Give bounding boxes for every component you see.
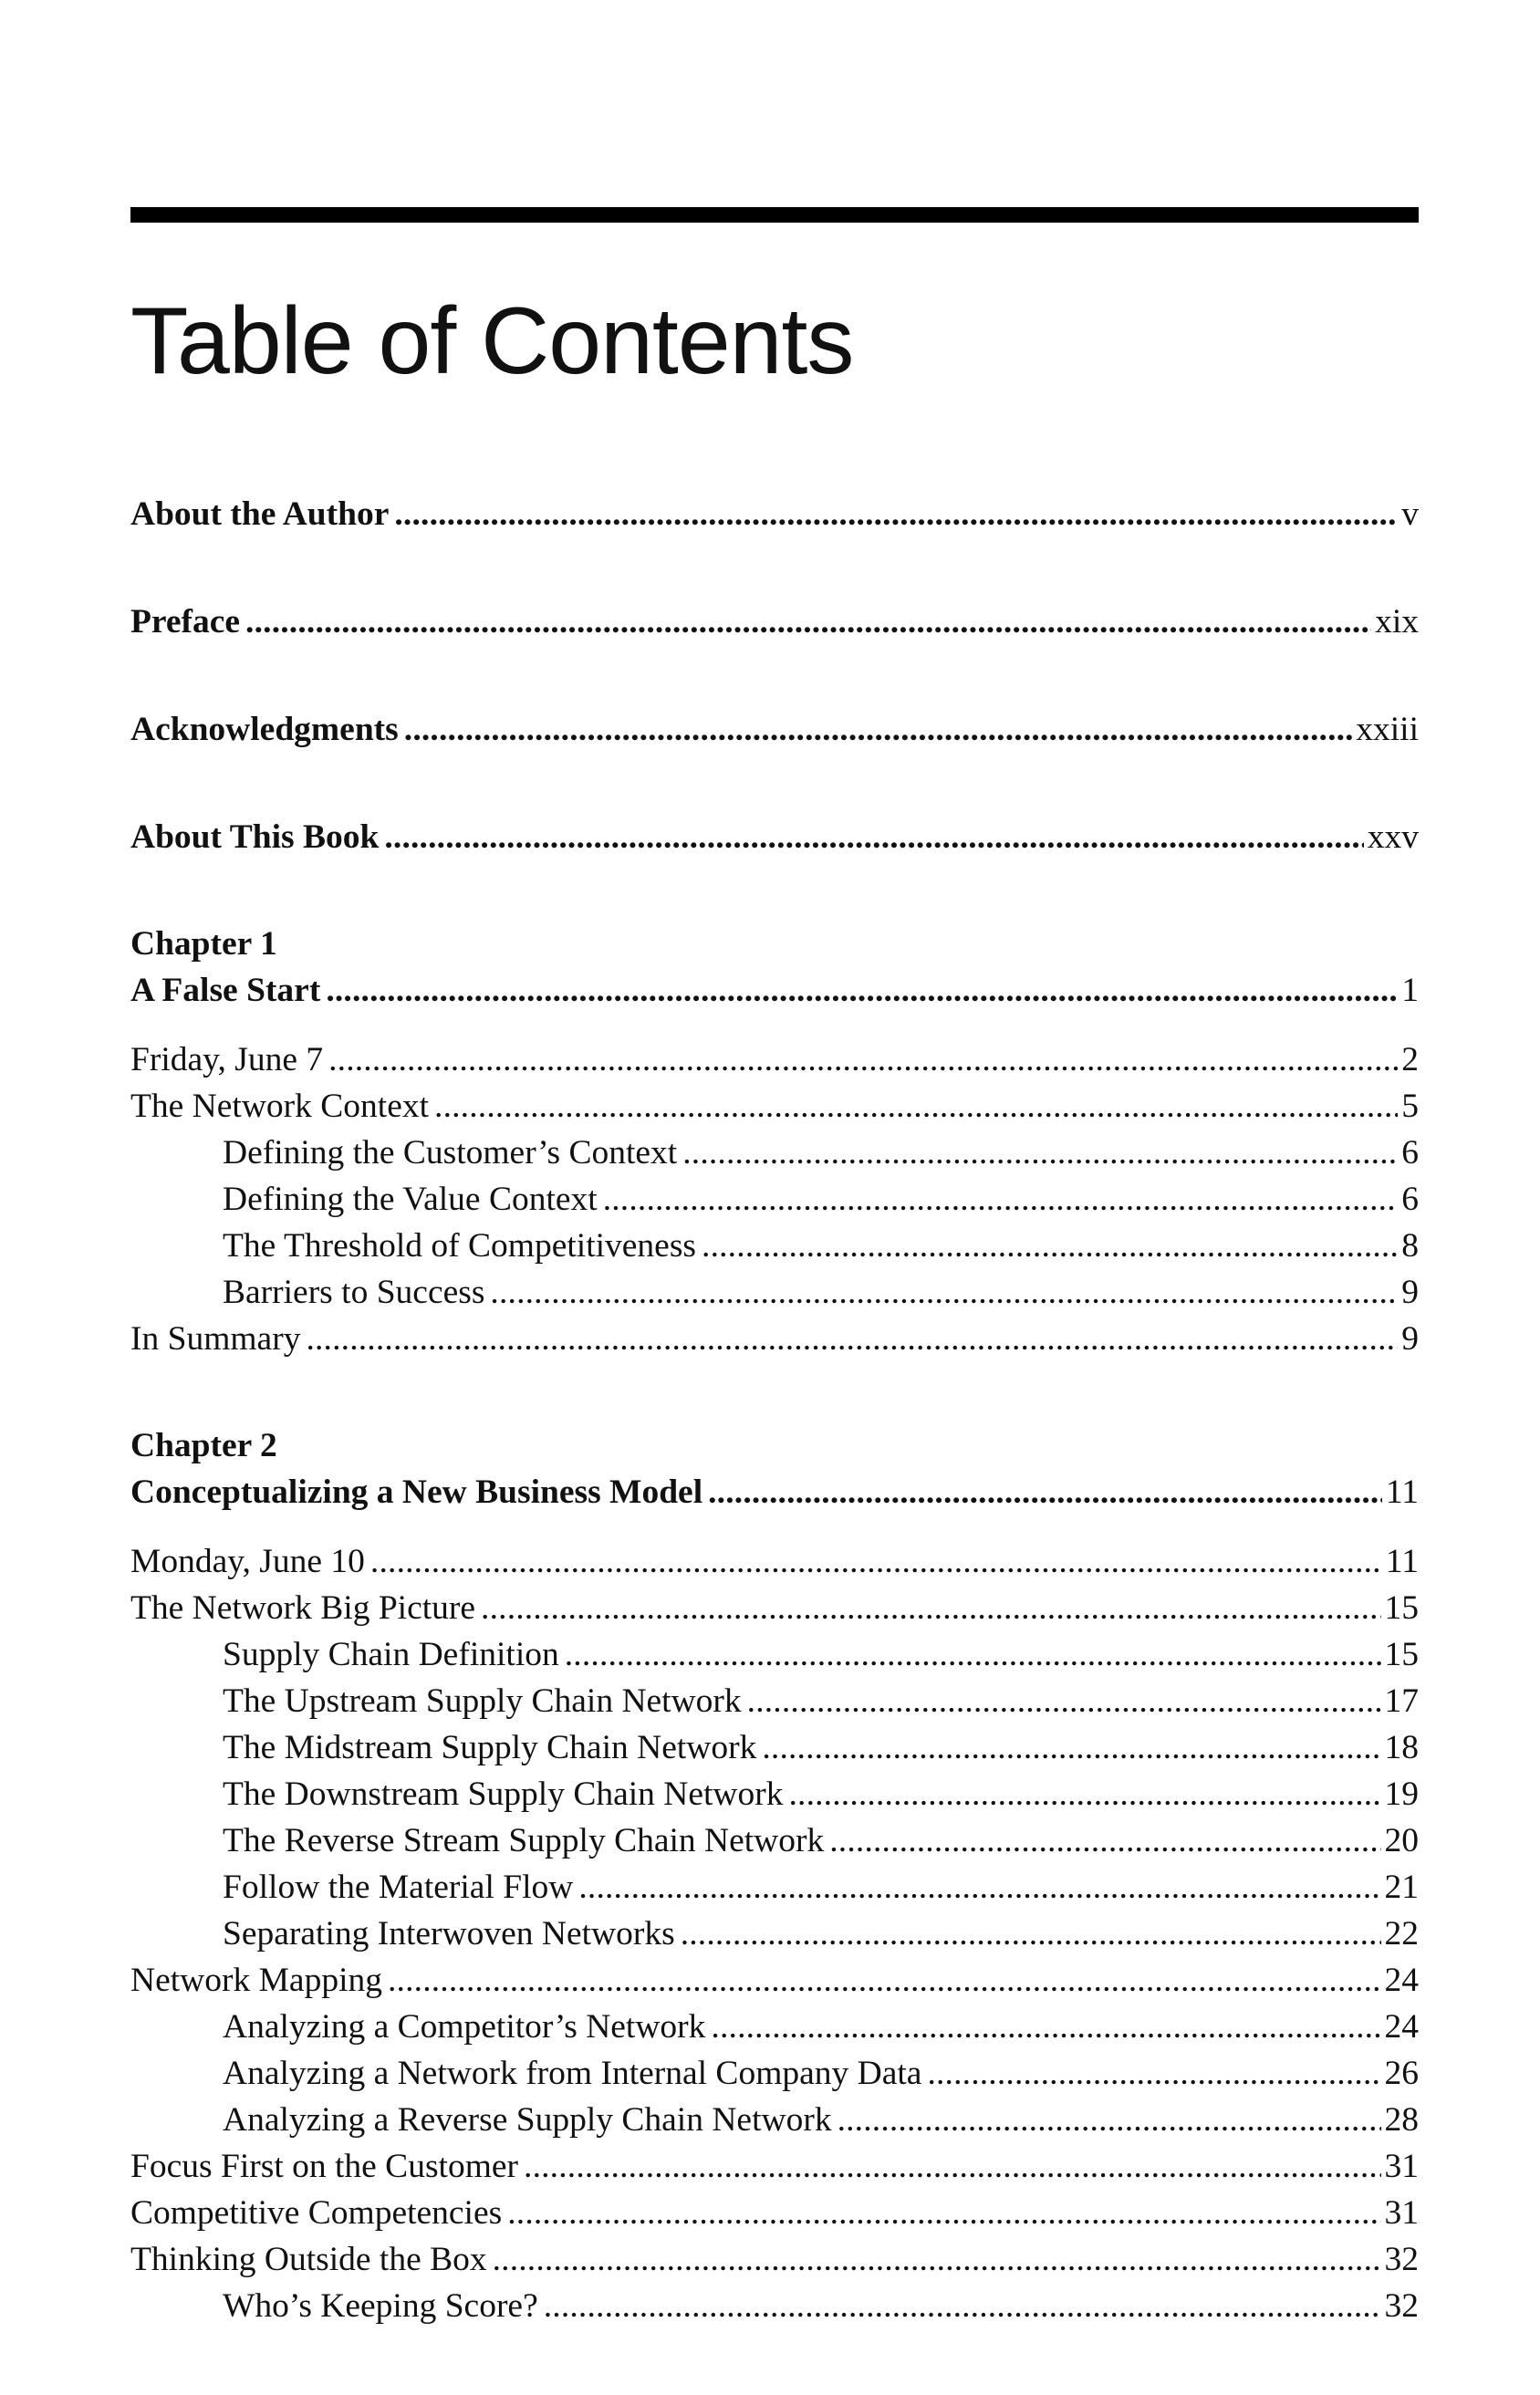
toc-entry-label: Defining the Value Context [223,1181,598,1218]
toc-entry-page: 32 [1384,2241,1419,2278]
page-title: Table of Contents [130,288,854,394]
toc-entry-label: About the Author [130,495,390,533]
toc-entry-label: The Threshold of Competitiveness [223,1227,697,1265]
toc-entry-acknowledgments[interactable] [130,706,1419,753]
dot-leader [524,2143,1380,2190]
toc-entry[interactable] [130,1585,1419,1631]
chapter-2-number: Chapter 2 [130,1427,277,1464]
toc-entry[interactable] [130,1957,1419,2004]
toc-entry-label: The Network Context [130,1088,430,1125]
toc-entry-page: 18 [1384,1729,1419,1766]
toc-entry-page: 15 [1384,1589,1419,1627]
toc-subentry[interactable] [130,2050,1419,2097]
toc-entry-page: 28 [1384,2101,1419,2139]
toc-subentry[interactable] [130,2283,1419,2329]
toc-entry-page: 20 [1384,1822,1419,1859]
toc-entry-label: Acknowledgments [130,711,399,748]
dot-leader [306,1316,1398,1362]
toc-subentry[interactable] [130,2097,1419,2143]
toc-entry-page: 26 [1384,2055,1419,2092]
toc-subentry[interactable] [130,1771,1419,1817]
toc-entry-label: Who’s Keeping Score? [223,2287,538,2325]
toc-entry-label: Defining the Customer’s Context [223,1134,678,1171]
toc-entry-label: Separating Interwoven Networks [223,1915,675,1952]
top-rule [130,207,1419,223]
toc-entry-label: Thinking Outside the Box [130,2241,487,2278]
toc-entry-preface[interactable] [130,599,1419,645]
dot-leader [829,1817,1380,1864]
toc-entry-page: 19 [1384,1775,1419,1813]
toc-entry-page: 11 [1385,1473,1419,1511]
dot-leader [682,1130,1398,1176]
toc-entry-label: Analyzing a Network from Internal Company Data [223,2055,922,2092]
toc-entry-page: 22 [1384,1915,1419,1952]
toc-entry-label: Preface [130,603,241,640]
dot-leader [493,2236,1381,2283]
toc-subentry[interactable] [130,1176,1419,1223]
toc-entry-label: The Network Big Picture [130,1589,476,1627]
dot-leader [388,1957,1381,2004]
toc-entry-about-this-book[interactable] [130,814,1419,860]
toc-entry-page: xxiii [1356,711,1419,748]
toc-entry-label: In Summary [130,1320,301,1358]
toc-entry[interactable] [130,2143,1419,2190]
toc-entry-label: Analyzing a Competitor’s Network [223,2008,706,2046]
toc-entry[interactable] [130,1316,1419,1362]
toc-entry-page: 6 [1401,1134,1419,1171]
dot-leader [927,2050,1380,2097]
toc-subentry[interactable] [130,1817,1419,1864]
chapter-1-number: Chapter 1 [130,925,277,963]
dot-leader [747,1678,1381,1724]
toc-entry-about-the-author[interactable] [130,491,1419,537]
toc-entry-page: 24 [1384,1962,1419,1999]
dot-leader [838,2097,1381,2143]
toc-entry-page: 9 [1401,1274,1419,1311]
toc-entry-page: 24 [1384,2008,1419,2046]
toc-entry-page: 32 [1384,2287,1419,2325]
toc-entry-page: xix [1375,603,1419,640]
dot-leader [578,1864,1380,1911]
toc-entry-label: The Reverse Stream Supply Chain Network [223,1822,825,1859]
toc-entry[interactable] [130,2190,1419,2236]
toc-entry-chapter-2-title[interactable] [130,1469,1419,1515]
toc-entry-label: About This Book [130,818,380,856]
toc-entry-page: 15 [1384,1636,1419,1673]
dot-leader [404,706,1352,753]
toc-entry-label: Focus First on the Customer [130,2148,519,2185]
toc-entry-label: Friday, June 7 [130,1041,324,1078]
dot-leader [434,1083,1398,1130]
toc-entry-page: xxv [1367,818,1419,856]
toc-subentry[interactable] [130,1678,1419,1724]
toc-subentry[interactable] [130,1631,1419,1678]
dot-leader [490,1269,1398,1316]
toc-entry-page: 17 [1384,1682,1419,1720]
toc-entry-chapter-1-title[interactable] [130,967,1419,1014]
toc-subentry[interactable] [130,1130,1419,1176]
toc-subentry[interactable] [130,1223,1419,1269]
toc-entry-label: Supply Chain Definition [223,1636,559,1673]
dot-leader [245,599,1371,645]
dot-leader [788,1771,1380,1817]
dot-leader [681,1911,1381,1957]
dot-leader [328,1036,1398,1083]
toc-entry-page: 6 [1401,1181,1419,1218]
toc-entry-label: The Downstream Supply Chain Network [223,1775,784,1813]
dot-leader [507,2190,1380,2236]
toc-entry-page: 2 [1401,1041,1419,1078]
dot-leader [708,1469,1382,1515]
toc-entry-label: The Midstream Supply Chain Network [223,1729,757,1766]
toc-entry-label: Competitive Competencies [130,2194,503,2232]
toc-entry-page: 11 [1385,1543,1419,1580]
toc-entry-label: Analyzing a Reverse Supply Chain Network [223,2101,832,2139]
toc-entry-page: 8 [1401,1227,1419,1265]
toc-subentry[interactable] [130,1864,1419,1911]
toc-entry-label: Conceptualizing a New Business Model [130,1473,703,1511]
toc-entry-label: Follow the Material Flow [223,1869,574,1906]
dot-leader [384,814,1363,860]
toc-entry[interactable] [130,1083,1419,1130]
toc-entry-label: The Upstream Supply Chain Network [223,1682,742,1720]
dot-leader [603,1176,1399,1223]
toc-entry-label: Network Mapping [130,1962,382,1999]
dot-leader [394,491,1398,537]
toc-subentry[interactable] [130,1911,1419,1957]
toc-entry-page: v [1401,495,1419,533]
toc-entry-page: 31 [1384,2194,1419,2232]
dot-leader [481,1585,1380,1631]
dot-leader [326,967,1398,1014]
toc-entry-page: 9 [1401,1320,1419,1358]
toc-subentry[interactable] [130,1269,1419,1316]
toc-entry[interactable] [130,2236,1419,2283]
toc-entry[interactable] [130,1036,1419,1083]
toc-entry[interactable] [130,1538,1419,1585]
dot-leader [702,1223,1398,1269]
toc-entry-page: 31 [1384,2148,1419,2185]
toc-entry-label: A False Start [130,972,321,1009]
toc-entry-page: 21 [1384,1869,1419,1906]
dot-leader [544,2283,1381,2329]
toc-entry-page: 1 [1401,972,1419,1009]
dot-leader [711,2004,1380,2050]
dot-leader [565,1631,1381,1678]
dot-leader [370,1538,1382,1585]
toc-subentry[interactable] [130,1724,1419,1771]
toc-entry-label: Monday, June 10 [130,1543,365,1580]
toc-entry-label: Barriers to Success [223,1274,485,1311]
table-of-contents [130,491,1419,2329]
toc-subentry[interactable] [130,2004,1419,2050]
dot-leader [762,1724,1380,1771]
toc-entry-page: 5 [1401,1088,1419,1125]
